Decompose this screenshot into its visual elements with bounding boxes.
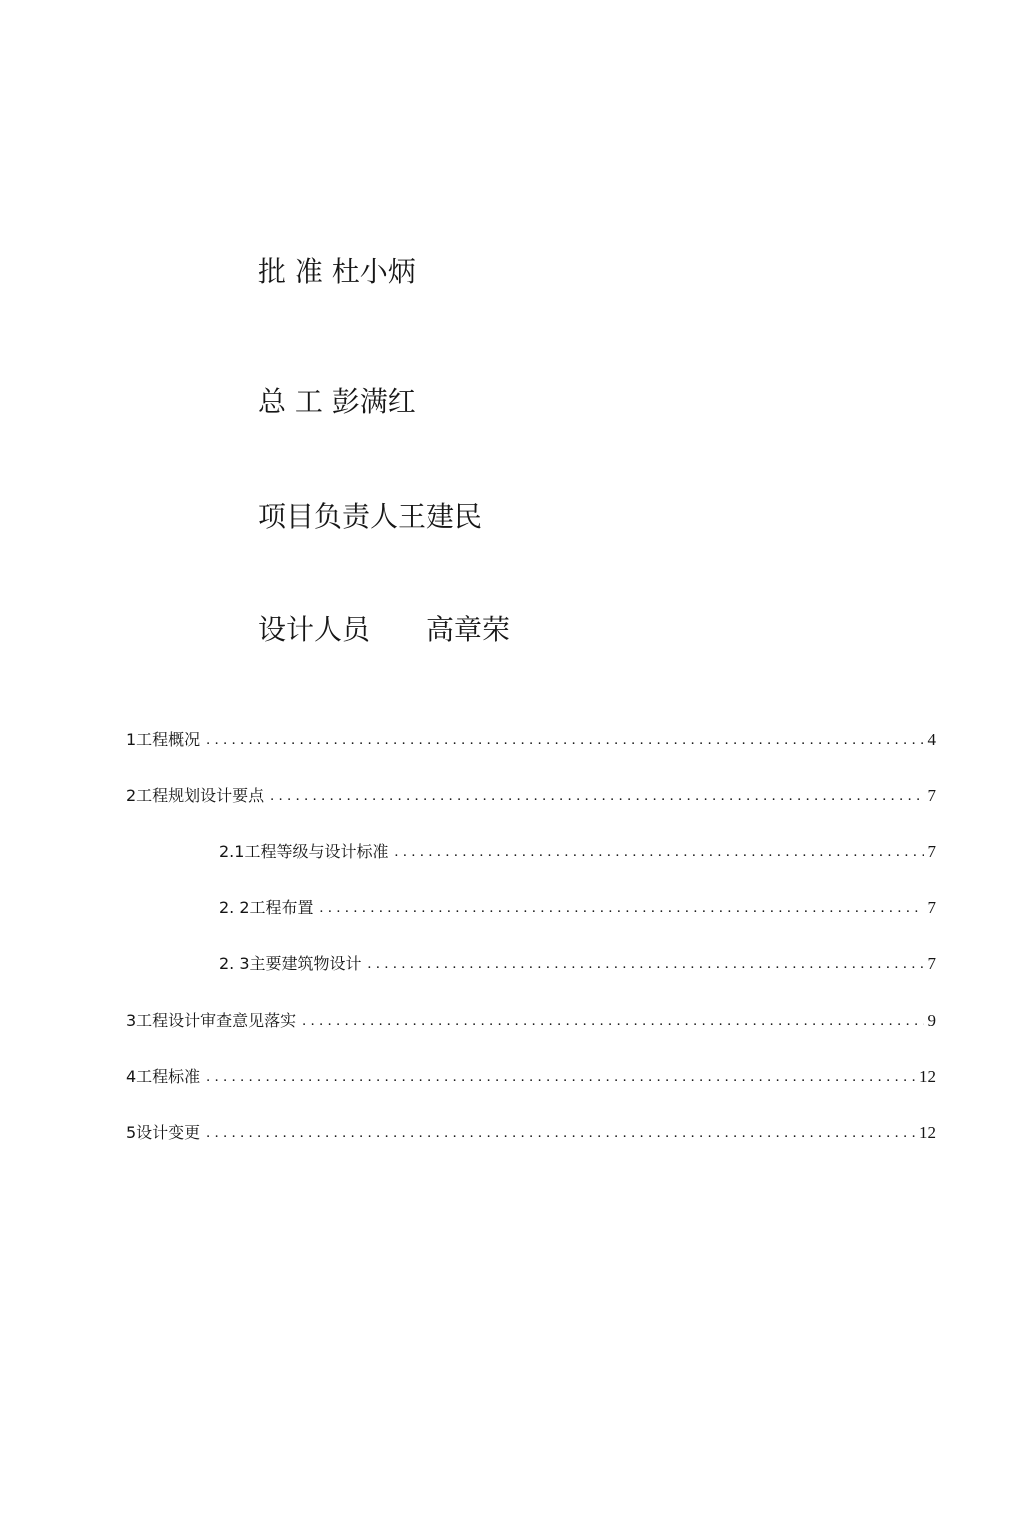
toc-dot-leader [206, 728, 923, 752]
toc-entry-2-2[interactable] [219, 896, 936, 920]
toc-entry-page: 12 [919, 1123, 936, 1142]
toc-entry-title: 1工程概况 [126, 730, 201, 749]
toc-entry-title: 2. 3主要建筑物设计 [219, 954, 362, 973]
toc-dot-leader [368, 952, 924, 976]
toc-entry-page: 12 [919, 1067, 936, 1086]
toc-dot-leader [206, 1121, 915, 1145]
toc-entry-5[interactable] [126, 1121, 936, 1145]
toc-dot-leader [206, 1065, 915, 1089]
toc-entry-title: 5设计变更 [126, 1123, 201, 1142]
toc-entry-1[interactable] [126, 728, 936, 752]
signoff-designer: 设计人员 高章荣 [258, 613, 511, 646]
toc-entry-title: 2工程规划设计要点 [126, 786, 265, 805]
toc-entry-page: 7 [927, 786, 936, 805]
toc-entry-page: 7 [927, 842, 936, 861]
toc-entry-title: 2.1工程等级与设计标准 [219, 842, 389, 861]
toc-dot-leader [320, 896, 924, 920]
toc-entry-title: 4工程标准 [126, 1067, 201, 1086]
toc-dot-leader [394, 840, 923, 864]
toc-dot-leader [270, 784, 923, 808]
toc-entry-title: 3工程设计审查意见落实 [126, 1011, 297, 1030]
toc-entry-4[interactable] [126, 1065, 936, 1089]
toc-entry-3[interactable] [126, 1009, 936, 1033]
toc-entry-page: 9 [927, 1011, 936, 1030]
toc-entry-2-3[interactable] [219, 952, 936, 976]
toc-entry-page: 7 [927, 954, 936, 973]
toc-entry-page: 4 [927, 730, 936, 749]
toc-entry-2-1[interactable] [219, 840, 936, 864]
signoff-chief-engineer: 总 工 彭满红 [258, 385, 416, 418]
toc-entry-page: 7 [927, 898, 936, 917]
toc-dot-leader [302, 1009, 923, 1033]
toc-entry-2[interactable] [126, 784, 936, 808]
toc-entry-title: 2. 2工程布置 [219, 898, 314, 917]
signoff-project-lead: 项目负责人王建民 [258, 500, 483, 533]
signoff-approver: 批 准 杜小炳 [258, 255, 416, 288]
